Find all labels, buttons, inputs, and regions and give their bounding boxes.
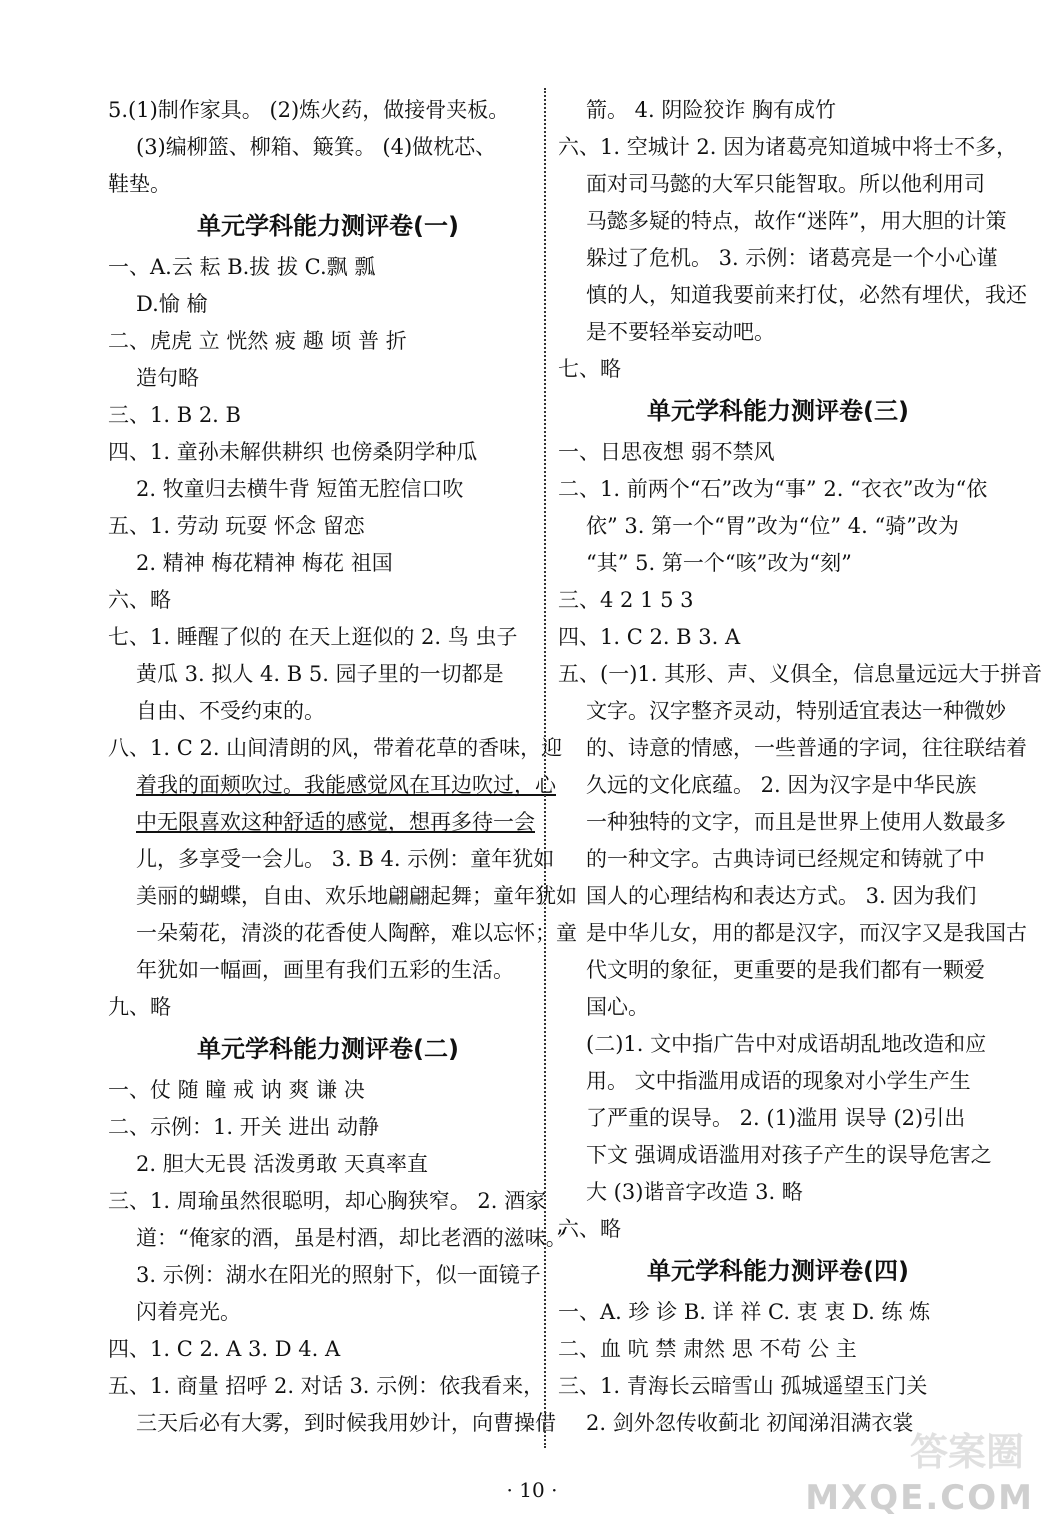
answer-line: 鞋垫。 [108, 172, 171, 196]
answer-line: 着我的面颊吹过。我能感觉风在耳边吹过，心 [136, 773, 556, 797]
answer-line: 3. 示例：湖水在阳光的照射下，似一面镜子 [136, 1263, 541, 1287]
answer-line: 一、A.云 耘 B.拔 拔 C.飘 瓢 [108, 255, 376, 279]
watermark-logo: 答案圈 [909, 1430, 1024, 1474]
answer-line: 五、1. 商量 招呼 2. 对话 3. 示例：依我看来， [108, 1374, 545, 1398]
section-title: 单元学科能力测评卷(四) [647, 1257, 909, 1285]
answer-line: 五、1. 劳动 玩耍 怀念 留恋 [108, 514, 365, 538]
answer-line: 5.(1)制作家具。 (2)炼火药，做接骨夹板。 [108, 98, 510, 122]
answer-line: 国心。 [586, 995, 649, 1019]
answer-line: 中无限喜欢这种舒适的感觉，想再多待一会 [136, 810, 535, 834]
answer-line: 黄瓜 3. 拟人 4. B 5. 园子里的一切都是 [136, 662, 504, 686]
answer-line: 了严重的误导。 2. (1)滥用 误导 (2)引出 [586, 1106, 966, 1130]
answer-line: 一种独特的文字，而且是世界上使用人数最多 [586, 810, 1006, 834]
section-title: 单元学科能力测评卷(二) [197, 1035, 459, 1063]
answer-line: 慎的人，知道我要前来打仗，必然有埋伏，我还 [586, 283, 1027, 307]
answer-line: 九、略 [108, 995, 171, 1019]
answer-line: 二、1. 前两个“石”改为“事” 2. “衣衣”改为“依 [558, 477, 988, 501]
answer-line: 三、4 2 1 5 3 [558, 588, 694, 612]
answer-line: 马懿多疑的特点，故作“迷阵”，用大胆的计策 [586, 209, 1007, 233]
answer-line: 大 (3)谐音字改造 3. 略 [586, 1180, 803, 1204]
answer-line: 四、1. C 2. A 3. D 4. A [108, 1337, 341, 1361]
answer-line: 六、1. 空城计 2. 因为诸葛亮知道城中将士不多， [558, 135, 1018, 159]
answer-line: 造句略 [136, 366, 199, 390]
answer-line: 自由、不受约束的。 [136, 699, 325, 723]
answer-line: 一朵菊花，清淡的花香使人陶醉，难以忘怀；童 [136, 921, 577, 945]
answer-line: 2. 精神 梅花精神 梅花 祖国 [136, 551, 393, 575]
answer-line: 儿，多享受一会儿。 3. B 4. 示例：童年犹如 [136, 847, 555, 871]
answer-line: 四、1. C 2. B 3. A [558, 625, 741, 649]
answer-line: 二、示例：1. 开关 进出 动静 [108, 1115, 380, 1139]
answer-line: 用。 文中指滥用成语的现象对小学生产生 [586, 1069, 971, 1093]
answer-line: 七、1. 睡醒了似的 在天上逛似的 2. 鸟 虫子 [108, 625, 518, 649]
watermark-site: MXQE.COM [805, 1478, 1034, 1518]
answer-line: (3)编柳篮、柳箱、簸箕。 (4)做枕芯、 [136, 135, 497, 159]
answer-line: 一、仗 随 瞳 戒 讷 爽 谦 决 [108, 1078, 365, 1102]
answer-line: 一、日思夜想 弱不禁风 [558, 440, 775, 464]
answer-line: 道：“俺家的酒，虽是村酒，却比老酒的滋味。” [136, 1226, 567, 1250]
answer-line: 面对司马懿的大军只能智取。所以他利用司 [586, 172, 985, 196]
answer-line: 三、1. B 2. B [108, 403, 241, 427]
answer-line: 闪着亮光。 [136, 1300, 241, 1324]
section-title: 单元学科能力测评卷(三) [647, 397, 909, 425]
page-number: · 10 · [506, 1478, 558, 1502]
answer-line: 六、略 [558, 1217, 621, 1241]
answer-line: 是不要轻举妄动吧。 [586, 320, 775, 344]
answer-line: 代文明的象征，更重要的是我们都有一颗爱 [586, 958, 985, 982]
answer-line: 依” 3. 第一个“胃”改为“位” 4. “骑”改为 [586, 514, 959, 538]
answer-line: 一、A. 珍 诊 B. 详 祥 C. 衷 衷 D. 练 炼 [558, 1300, 931, 1324]
answer-line: “其” 5. 第一个“咳”改为“刻” [586, 551, 852, 575]
answer-line: 三、1. 周瑜虽然很聪明，却心胸狭窄。 2. 酒家 [108, 1189, 547, 1213]
answer-line: 躲过了危机。 3. 示例：诸葛亮是一个小心谨 [586, 246, 998, 270]
column-divider [544, 88, 546, 1448]
answer-line: 二、血 吭 禁 肃然 思 不苟 公 主 [558, 1337, 857, 1361]
left-column [108, 92, 577, 1442]
answer-line: 七、略 [558, 357, 621, 381]
answer-line: 八、1. C 2. 山间清朗的风，带着花草的香味，迎 [108, 736, 563, 760]
answer-line: 的一种文字。古典诗词已经规定和铸就了中 [586, 847, 985, 871]
answer-line: 六、略 [108, 588, 171, 612]
answer-line: 美丽的蝴蝶，自由、欢乐地翩翩起舞；童年犹如 [136, 884, 577, 908]
answer-line: 的、诗意的情感，一些普通的字词，往往联结着 [586, 736, 1027, 760]
answer-line: 年犹如一幅画，画里有我们五彩的生活。 [136, 958, 514, 982]
answer-line: 下文 强调成语滥用对孩子产生的误导危害之 [586, 1143, 992, 1167]
answer-line: 五、(一)1. 其形、声、义俱全，信息量远远大于拼音 [558, 662, 1043, 686]
answer-line: 箭。 4. 阴险狡诈 胸有成竹 [586, 98, 837, 122]
answer-line: (二)1. 文中指广告中对成语胡乱地改造和应 [586, 1032, 987, 1056]
answer-line: 2. 剑外忽传收蓟北 初闻涕泪满衣裳 [586, 1411, 914, 1435]
section-title: 单元学科能力测评卷(一) [197, 212, 459, 240]
answer-line: 四、1. 童孙未解供耕织 也傍桑阴学种瓜 [108, 440, 478, 464]
answer-line: 2. 牧童归去横牛背 短笛无腔信口吹 [136, 477, 464, 501]
right-column [558, 92, 1043, 1442]
answer-line: 2. 胆大无畏 活泼勇敢 天真率直 [136, 1152, 429, 1176]
answer-line: 国人的心理结构和表达方式。 3. 因为我们 [586, 884, 977, 908]
answer-line: 二、虎虎 立 恍然 疲 趣 顷 普 折 [108, 329, 407, 353]
answer-line: 文字。汉字整齐灵动，特别适宜表达一种微妙 [586, 699, 1006, 723]
answer-line: 是中华儿女，用的都是汉字，而汉字又是我国古 [586, 921, 1027, 945]
answer-line: 三天后必有大雾，到时候我用妙计，向曹操借 [136, 1411, 556, 1435]
answer-line: 久远的文化底蕴。 2. 因为汉字是中华民族 [586, 773, 977, 797]
answer-line: D.愉 榆 [136, 292, 208, 316]
answer-line: 三、1. 青海长云暗雪山 孤城遥望玉门关 [558, 1374, 928, 1398]
